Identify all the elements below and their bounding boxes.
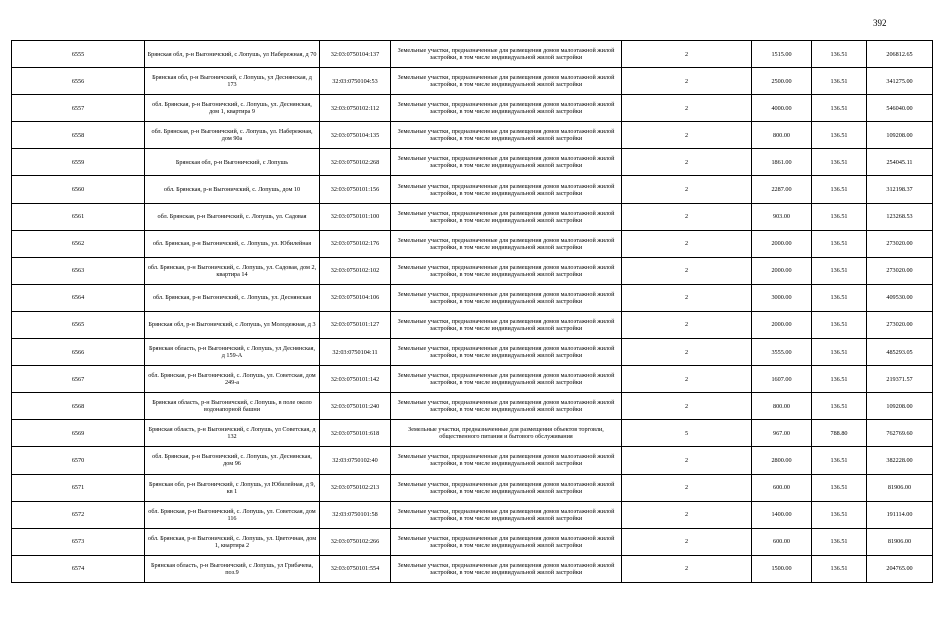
address-cell: обл. Брянская, р-н Выгоничский, с. Лопушь, ул. Советская, дом 249-а (145, 366, 320, 393)
land-use-cell: Земельные участки, предназначенные для размещения домов малоэтажной жилой застройки, в том числе индивидуальной жилой застройки (391, 122, 622, 149)
table-row (12, 555, 933, 582)
specific-value-cell: 136.51 (812, 555, 867, 582)
cadastral-number-cell: 32:03:0750102:176 (320, 230, 391, 257)
row-number-cell: 6561 (12, 203, 145, 230)
table-row (12, 528, 933, 555)
address-cell: Брянская обл, р-н Выгоничский, с Лопушь, ул Молодежная, д 3 (145, 311, 320, 338)
specific-value-cell: 136.51 (812, 149, 867, 176)
specific-value-cell: 136.51 (812, 122, 867, 149)
cadastral-value-cell: 409530.00 (867, 284, 933, 311)
row-number-cell: 6569 (12, 420, 145, 447)
address-cell: Брянская область, р-н Выгоничский, с Лопушь, ул Грибачева, поз.9 (145, 555, 320, 582)
specific-value-cell: 136.51 (812, 393, 867, 420)
row-number-cell: 6573 (12, 528, 145, 555)
land-use-cell: Земельные участки, предназначенные для размещения домов малоэтажной жилой застройки, в том числе индивидуальной жилой застройки (391, 257, 622, 284)
area-cell: 2800.00 (752, 447, 812, 474)
specific-value-cell: 136.51 (812, 528, 867, 555)
address-cell: обл. Брянская, р-н Выгоничский, с. Лопушь, ул. Набережная, дом 90а (145, 122, 320, 149)
category-code-cell: 2 (622, 284, 752, 311)
cadastral-value-cell: 219371.57 (867, 366, 933, 393)
category-code-cell: 2 (622, 555, 752, 582)
cadastral-number-cell: 32:03:0750102:266 (320, 528, 391, 555)
specific-value-cell: 136.51 (812, 176, 867, 203)
category-code-cell: 2 (622, 257, 752, 284)
specific-value-cell: 136.51 (812, 366, 867, 393)
area-cell: 2000.00 (752, 230, 812, 257)
specific-value-cell: 136.51 (812, 284, 867, 311)
category-code-cell: 2 (622, 311, 752, 338)
category-code-cell: 2 (622, 230, 752, 257)
area-cell: 3555.00 (752, 339, 812, 366)
cadastral-number-cell: 32:03:0750102:40 (320, 447, 391, 474)
area-cell: 800.00 (752, 393, 812, 420)
specific-value-cell: 136.51 (812, 447, 867, 474)
address-cell: обл. Брянская, р-н Выгоничский, с. Лопушь, дом 10 (145, 176, 320, 203)
category-code-cell: 2 (622, 176, 752, 203)
cadastral-value-cell: 81906.00 (867, 474, 933, 501)
land-use-cell: Земельные участки, предназначенные для размещения домов малоэтажной жилой застройки, в том числе индивидуальной жилой застройки (391, 203, 622, 230)
area-cell: 1515.00 (752, 41, 812, 68)
land-use-cell: Земельные участки, предназначенные для размещения домов малоэтажной жилой застройки, в том числе индивидуальной жилой застройки (391, 474, 622, 501)
specific-value-cell: 136.51 (812, 203, 867, 230)
cadastral-number-cell: 32:03:0750101:58 (320, 501, 391, 528)
specific-value-cell: 136.51 (812, 95, 867, 122)
cadastral-number-cell: 32:03:0750102:268 (320, 149, 391, 176)
category-code-cell: 2 (622, 149, 752, 176)
table-row (12, 257, 933, 284)
category-code-cell: 2 (622, 95, 752, 122)
row-number-cell: 6564 (12, 284, 145, 311)
table-row (12, 420, 933, 447)
specific-value-cell: 136.51 (812, 257, 867, 284)
address-cell: обл. Брянская, р-н Выгоничский, с. Лопушь, ул. Юбилейная (145, 230, 320, 257)
table-row (12, 203, 933, 230)
cadastral-value-cell: 762769.60 (867, 420, 933, 447)
land-use-cell: Земельные участки, предназначенные для размещения домов малоэтажной жилой застройки, в том числе индивидуальной жилой застройки (391, 393, 622, 420)
table-row (12, 176, 933, 203)
table-row (12, 447, 933, 474)
area-cell: 1861.00 (752, 149, 812, 176)
area-cell: 2500.00 (752, 68, 812, 95)
cadastral-value-cell: 273020.00 (867, 311, 933, 338)
cadastral-number-cell: 32:03:0750101:156 (320, 176, 391, 203)
address-cell: Брянская обл, р-н Выгоничский, с Лопушь, ул Набережная, д 70 (145, 41, 320, 68)
category-code-cell: 2 (622, 203, 752, 230)
category-code-cell: 2 (622, 501, 752, 528)
land-use-cell: Земельные участки, предназначенные для размещения домов малоэтажной жилой застройки, в том числе индивидуальной жилой застройки (391, 311, 622, 338)
land-use-cell: Земельные участки, предназначенные для размещения домов малоэтажной жилой застройки, в том числе индивидуальной жилой застройки (391, 41, 622, 68)
land-use-cell: Земельные участки, предназначенные для размещения домов малоэтажной жилой застройки, в том числе индивидуальной жилой застройки (391, 501, 622, 528)
cadastral-value-cell: 191114.00 (867, 501, 933, 528)
table-row (12, 122, 933, 149)
category-code-cell: 2 (622, 339, 752, 366)
row-number-cell: 6571 (12, 474, 145, 501)
land-use-cell: Земельные участки, предназначенные для размещения домов малоэтажной жилой застройки, в том числе индивидуальной жилой застройки (391, 528, 622, 555)
cadastral-value-table (11, 40, 933, 583)
table-row (12, 366, 933, 393)
cadastral-value-cell: 206812.65 (867, 41, 933, 68)
address-cell: обл. Брянская, р-н Выгоничский, с. Лопушь, ул. Цветочная, дом 1, квартира 2 (145, 528, 320, 555)
area-cell: 600.00 (752, 528, 812, 555)
address-cell: обл. Брянская, р-н Выгоничский, с. Лопушь, ул. Деснянская, дом 96 (145, 447, 320, 474)
address-cell: Брянская область, р-н Выгоничский, с Лопушь, ул Советская, д 132 (145, 420, 320, 447)
row-number-cell: 6560 (12, 176, 145, 203)
area-cell: 3000.00 (752, 284, 812, 311)
land-use-cell: Земельные участки, предназначенные для размещения домов малоэтажной жилой застройки, в том числе индивидуальной жилой застройки (391, 339, 622, 366)
category-code-cell: 2 (622, 41, 752, 68)
table-row (12, 68, 933, 95)
cadastral-number-cell: 32:03:0750101:100 (320, 203, 391, 230)
cadastral-value-cell: 254045.11 (867, 149, 933, 176)
specific-value-cell: 136.51 (812, 474, 867, 501)
cadastral-number-cell: 32:03:0750101:142 (320, 366, 391, 393)
row-number-cell: 6567 (12, 366, 145, 393)
row-number-cell: 6557 (12, 95, 145, 122)
cadastral-number-cell: 32:03:0750102:112 (320, 95, 391, 122)
address-cell: обл. Брянская, р-н Выгоничский, с. Лопушь, ул. Деснянская (145, 284, 320, 311)
cadastral-number-cell: 32:03:0750104:106 (320, 284, 391, 311)
table-row (12, 230, 933, 257)
cadastral-value-cell: 273020.00 (867, 230, 933, 257)
table-row (12, 95, 933, 122)
cadastral-number-cell: 32:03:0750101:240 (320, 393, 391, 420)
cadastral-value-cell: 81906.00 (867, 528, 933, 555)
cadastral-value-cell: 312198.37 (867, 176, 933, 203)
row-number-cell: 6556 (12, 68, 145, 95)
row-number-cell: 6570 (12, 447, 145, 474)
area-cell: 2000.00 (752, 311, 812, 338)
category-code-cell: 2 (622, 447, 752, 474)
land-use-cell: Земельные участки, предназначенные для размещения домов малоэтажной жилой застройки, в том числе индивидуальной жилой застройки (391, 149, 622, 176)
cadastral-number-cell: 32:03:0750101:127 (320, 311, 391, 338)
area-cell: 903.00 (752, 203, 812, 230)
cadastral-number-cell: 32:03:0750104:135 (320, 122, 391, 149)
area-cell: 800.00 (752, 122, 812, 149)
cadastral-value-cell: 485293.05 (867, 339, 933, 366)
address-cell: обл. Брянская, р-н Выгоничский, с. Лопушь, ул. Советская, дом 116 (145, 501, 320, 528)
land-use-cell: Земельные участки, предназначенные для размещения домов малоэтажной жилой застройки, в том числе индивидуальной жилой застройки (391, 230, 622, 257)
specific-value-cell: 136.51 (812, 311, 867, 338)
row-number-cell: 6559 (12, 149, 145, 176)
page-number: 392 (873, 18, 887, 28)
land-use-cell: Земельные участки, предназначенные для размещения домов малоэтажной жилой застройки, в том числе индивидуальной жилой застройки (391, 68, 622, 95)
cadastral-number-cell: 32:03:0750104:137 (320, 41, 391, 68)
table-row (12, 41, 933, 68)
specific-value-cell: 136.51 (812, 501, 867, 528)
address-cell: обл. Брянская, р-н Выгоничский, с. Лопушь, ул. Садовая, дом 2, квартира 14 (145, 257, 320, 284)
specific-value-cell: 136.51 (812, 339, 867, 366)
land-use-cell: Земельные участки, предназначенные для размещения домов малоэтажной жилой застройки, в том числе индивидуальной жилой застройки (391, 176, 622, 203)
category-code-cell: 2 (622, 474, 752, 501)
category-code-cell: 2 (622, 393, 752, 420)
address-cell: Брянская обл, р-н Выгоничский, с Лопушь, ул Юбилейная, д 9, кв 1 (145, 474, 320, 501)
address-cell: Брянская область, р-н Выгоничский, с Лопушь, в поле около водонапорной башни (145, 393, 320, 420)
table-row (12, 149, 933, 176)
table-row (12, 501, 933, 528)
row-number-cell: 6574 (12, 555, 145, 582)
land-use-cell: Земельные участки, предназначенные для размещения домов малоэтажной жилой застройки, в том числе индивидуальной жилой застройки (391, 95, 622, 122)
row-number-cell: 6563 (12, 257, 145, 284)
land-use-cell: Земельные участки, предназначенные для размещения домов малоэтажной жилой застройки, в том числе индивидуальной жилой застройки (391, 366, 622, 393)
specific-value-cell: 136.51 (812, 41, 867, 68)
area-cell: 2000.00 (752, 257, 812, 284)
row-number-cell: 6568 (12, 393, 145, 420)
specific-value-cell: 788.80 (812, 420, 867, 447)
area-cell: 967.00 (752, 420, 812, 447)
cadastral-value-cell: 123268.53 (867, 203, 933, 230)
area-cell: 2287.00 (752, 176, 812, 203)
row-number-cell: 6562 (12, 230, 145, 257)
category-code-cell: 2 (622, 528, 752, 555)
address-cell: обл. Брянская, р-н Выгоничский, с. Лопушь, ул. Деснянская, дом 1, квартира 9 (145, 95, 320, 122)
land-use-cell: Земельные участки, предназначенные для размещения домов малоэтажной жилой застройки, в том числе индивидуальной жилой застройки (391, 555, 622, 582)
row-number-cell: 6572 (12, 501, 145, 528)
cadastral-value-cell: 341275.00 (867, 68, 933, 95)
cadastral-value-cell: 109208.00 (867, 393, 933, 420)
category-code-cell: 5 (622, 420, 752, 447)
row-number-cell: 6558 (12, 122, 145, 149)
address-cell: Брянская обл, р-н Выгоничский, с Лопушь, ул Деснянская, д 173 (145, 68, 320, 95)
row-number-cell: 6565 (12, 311, 145, 338)
cadastral-value-cell: 382228.00 (867, 447, 933, 474)
cadastral-value-cell: 204765.00 (867, 555, 933, 582)
table-row (12, 393, 933, 420)
cadastral-number-cell: 32:03:0750101:618 (320, 420, 391, 447)
cadastral-number-cell: 32:03:0750102:213 (320, 474, 391, 501)
cadastral-value-cell: 273020.00 (867, 257, 933, 284)
land-use-cell: Земельные участки, предназначенные для размещения объектов торговли, общественного питания и бытового обслуживания (391, 420, 622, 447)
category-code-cell: 2 (622, 68, 752, 95)
row-number-cell: 6555 (12, 41, 145, 68)
table-row (12, 284, 933, 311)
land-use-cell: Земельные участки, предназначенные для размещения домов малоэтажной жилой застройки, в том числе индивидуальной жилой застройки (391, 447, 622, 474)
address-cell: Брянская обл, р-н Выгоничский, с Лопушь (145, 149, 320, 176)
row-number-cell: 6566 (12, 339, 145, 366)
cadastral-number-cell: 32:03:0750102:102 (320, 257, 391, 284)
table-row (12, 339, 933, 366)
specific-value-cell: 136.51 (812, 230, 867, 257)
address-cell: обл. Брянская, р-н Выгоничский, с. Лопушь, ул. Садовая (145, 203, 320, 230)
specific-value-cell: 136.51 (812, 68, 867, 95)
cadastral-number-cell: 32:03:0750104:53 (320, 68, 391, 95)
land-use-cell: Земельные участки, предназначенные для размещения домов малоэтажной жилой застройки, в том числе индивидуальной жилой застройки (391, 284, 622, 311)
cadastral-value-cell: 109208.00 (867, 122, 933, 149)
category-code-cell: 2 (622, 366, 752, 393)
area-cell: 1500.00 (752, 555, 812, 582)
area-cell: 1607.00 (752, 366, 812, 393)
cadastral-number-cell: 32:03:0750101:554 (320, 555, 391, 582)
address-cell: Брянская область, р-н Выгоничский, с Лопушь, ул Деснянская, д 159-А (145, 339, 320, 366)
table-row (12, 474, 933, 501)
area-cell: 600.00 (752, 474, 812, 501)
category-code-cell: 2 (622, 122, 752, 149)
area-cell: 4000.00 (752, 95, 812, 122)
cadastral-number-cell: 32:03:0750104:11 (320, 339, 391, 366)
cadastral-value-cell: 546040.00 (867, 95, 933, 122)
table-row (12, 311, 933, 338)
area-cell: 1400.00 (752, 501, 812, 528)
